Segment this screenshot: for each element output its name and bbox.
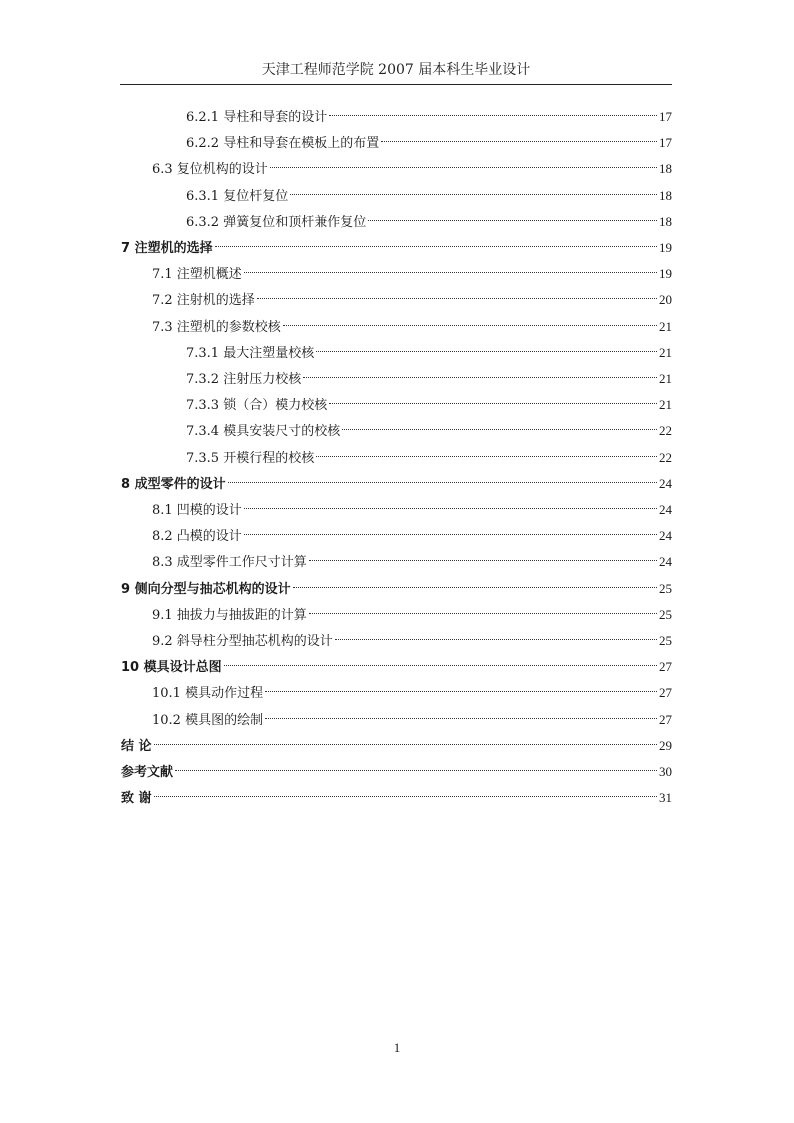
toc-entry-title: 7.2 注射机的选择 [152,293,255,309]
toc-entry[interactable] [121,471,672,497]
toc-entry[interactable] [186,392,672,418]
toc-entry-page: 27 [659,685,672,701]
toc-entry-page: 19 [659,240,672,255]
toc-entry-title: 7.1 注塑机概述 [152,267,242,283]
toc-entry-title: 8.1 凹模的设计 [152,503,242,518]
toc-entry-page: 17 [659,135,672,151]
toc-entry-page: 27 [659,659,672,675]
toc-entry-page: 18 [659,161,672,177]
toc-dot-leader [265,718,657,719]
toc-entry-page: 27 [659,711,672,727]
toc-entry-title: 6.3.2 弹簧复位和顶杆兼作复位 [186,214,367,230]
toc-entry-title: 6.2.1 导柱和导套的设计 [186,110,328,125]
toc-dot-leader [368,220,657,221]
page-footer [0,1040,794,1056]
toc-entry-page: 31 [659,790,672,806]
header-title: 天津工程师范学院 2007 届本科生毕业设计 [261,62,531,78]
toc-entry-title: 8.3 成型零件工作尺寸计算 [152,555,307,571]
toc-dot-leader [244,508,657,509]
toc-dot-leader [342,429,657,430]
toc-dot-leader [316,351,657,352]
toc-entry-title: 7.3.3 锁（合）模力校核 [186,398,328,414]
toc-dot-leader [309,560,657,561]
toc-entry[interactable] [152,314,672,340]
toc-dot-leader [265,691,657,692]
toc-entry-title: 参考文献 [121,765,174,780]
toc-entry[interactable] [121,654,672,680]
toc-entry-page: 19 [659,266,672,282]
toc-entry-title: 9.1 抽拔力与抽拔距的计算 [152,607,307,623]
toc-entry-page: 25 [659,633,672,648]
toc-entry[interactable] [152,261,672,287]
toc-entry-page: 25 [659,606,672,622]
toc-entry-title: 7.3.2 注射压力校核 [186,372,302,387]
toc-dot-leader [316,456,657,457]
toc-entry-page: 25 [659,580,672,596]
toc-entry-page: 18 [659,187,672,203]
toc-dot-leader [228,482,657,483]
toc-entry[interactable] [152,680,672,706]
toc-dot-leader [335,639,657,640]
toc-dot-leader [381,141,657,142]
toc-entry[interactable] [186,445,672,471]
toc-dot-leader [329,115,657,116]
toc-entry[interactable] [186,418,672,444]
toc-entry-title: 6.3.1 复位杆复位 [186,188,289,204]
toc-entry[interactable] [152,602,672,628]
toc-entry-page: 29 [659,737,672,753]
toc-dot-leader [224,665,657,666]
toc-entry-title: 10.1 模具动作过程 [152,686,264,702]
toc-entry-title: 7.3.1 最大注塑量校核 [186,345,315,361]
toc-entry-title: 8.2 凸模的设计 [152,529,242,545]
toc-entry-page: 22 [659,449,672,465]
toc-entry-page: 24 [659,554,672,570]
toc-entry-page: 30 [659,764,672,779]
toc-entry-page: 22 [659,423,672,439]
toc-dot-leader [283,325,657,326]
toc-entry[interactable] [186,104,672,130]
toc-entry[interactable] [186,209,672,235]
toc-entry-title: 7.3.5 开模行程的校核 [186,450,315,466]
toc-entry[interactable] [152,156,672,182]
toc-entry-title: 9 侧向分型与抽芯机构的设计 [121,581,291,597]
toc-entry[interactable] [186,183,672,209]
toc-entry[interactable] [152,628,672,654]
toc-entry[interactable] [186,340,672,366]
toc-entry-page: 21 [659,318,672,334]
page-number: 1 [393,1040,401,1055]
toc-entry-title: 7.3.4 模具安装尺寸的校核 [186,424,341,440]
toc-entry-page: 18 [659,213,672,229]
toc-entry[interactable] [186,130,672,156]
toc-entry[interactable] [121,576,672,602]
toc-dot-leader [244,272,657,273]
toc-dot-leader [303,377,657,378]
toc-entry-page: 24 [659,475,672,491]
toc-entry-title: 7.3 注塑机的参数校核 [152,319,281,335]
toc-entry-page: 24 [659,528,672,544]
toc-entry[interactable] [121,785,672,811]
toc-entry-title: 结 论 [121,738,152,754]
toc-entry[interactable] [121,235,672,261]
toc-dot-leader [215,246,657,247]
toc-dot-leader [244,534,657,535]
toc-entry[interactable] [152,523,672,549]
toc-entry-page: 21 [659,397,672,413]
toc-entry-page: 21 [659,344,672,360]
toc-entry-title: 6.3 复位机构的设计 [152,162,268,178]
toc-entry-title: 致 谢 [121,791,152,807]
toc-entry-page: 17 [659,109,672,124]
page-header [120,60,672,85]
toc-entry[interactable] [121,733,672,759]
toc-entry[interactable] [152,549,672,575]
toc-entry-title: 10.2 模具图的绘制 [152,712,264,728]
toc-entry-page: 20 [659,292,672,308]
toc-entry-page: 24 [659,502,672,517]
toc-dot-leader [293,587,657,588]
toc-dot-leader [154,796,657,797]
toc-entry-title: 10 模具设计总图 [121,660,222,676]
toc-dot-leader [290,194,657,195]
toc-entry[interactable] [186,366,672,392]
toc-dot-leader [154,744,657,745]
toc-dot-leader [270,167,657,168]
toc-entry[interactable] [121,759,672,785]
toc-entry-title: 8 成型零件的设计 [121,476,226,492]
toc-entry-title: 9.2 斜导柱分型抽芯机构的设计 [152,634,333,649]
toc-entry-title: 7 注塑机的选择 [121,241,213,256]
toc-entry-page: 21 [659,371,672,386]
toc-dot-leader [257,298,657,299]
toc-entry[interactable] [152,707,672,733]
toc-dot-leader [309,613,657,614]
toc-entry[interactable] [152,497,672,523]
toc-dot-leader [329,403,657,404]
toc-dot-leader [175,770,657,771]
toc-entry[interactable] [152,287,672,313]
toc-entry-title: 6.2.2 导柱和导套在模板上的布置 [186,136,380,152]
